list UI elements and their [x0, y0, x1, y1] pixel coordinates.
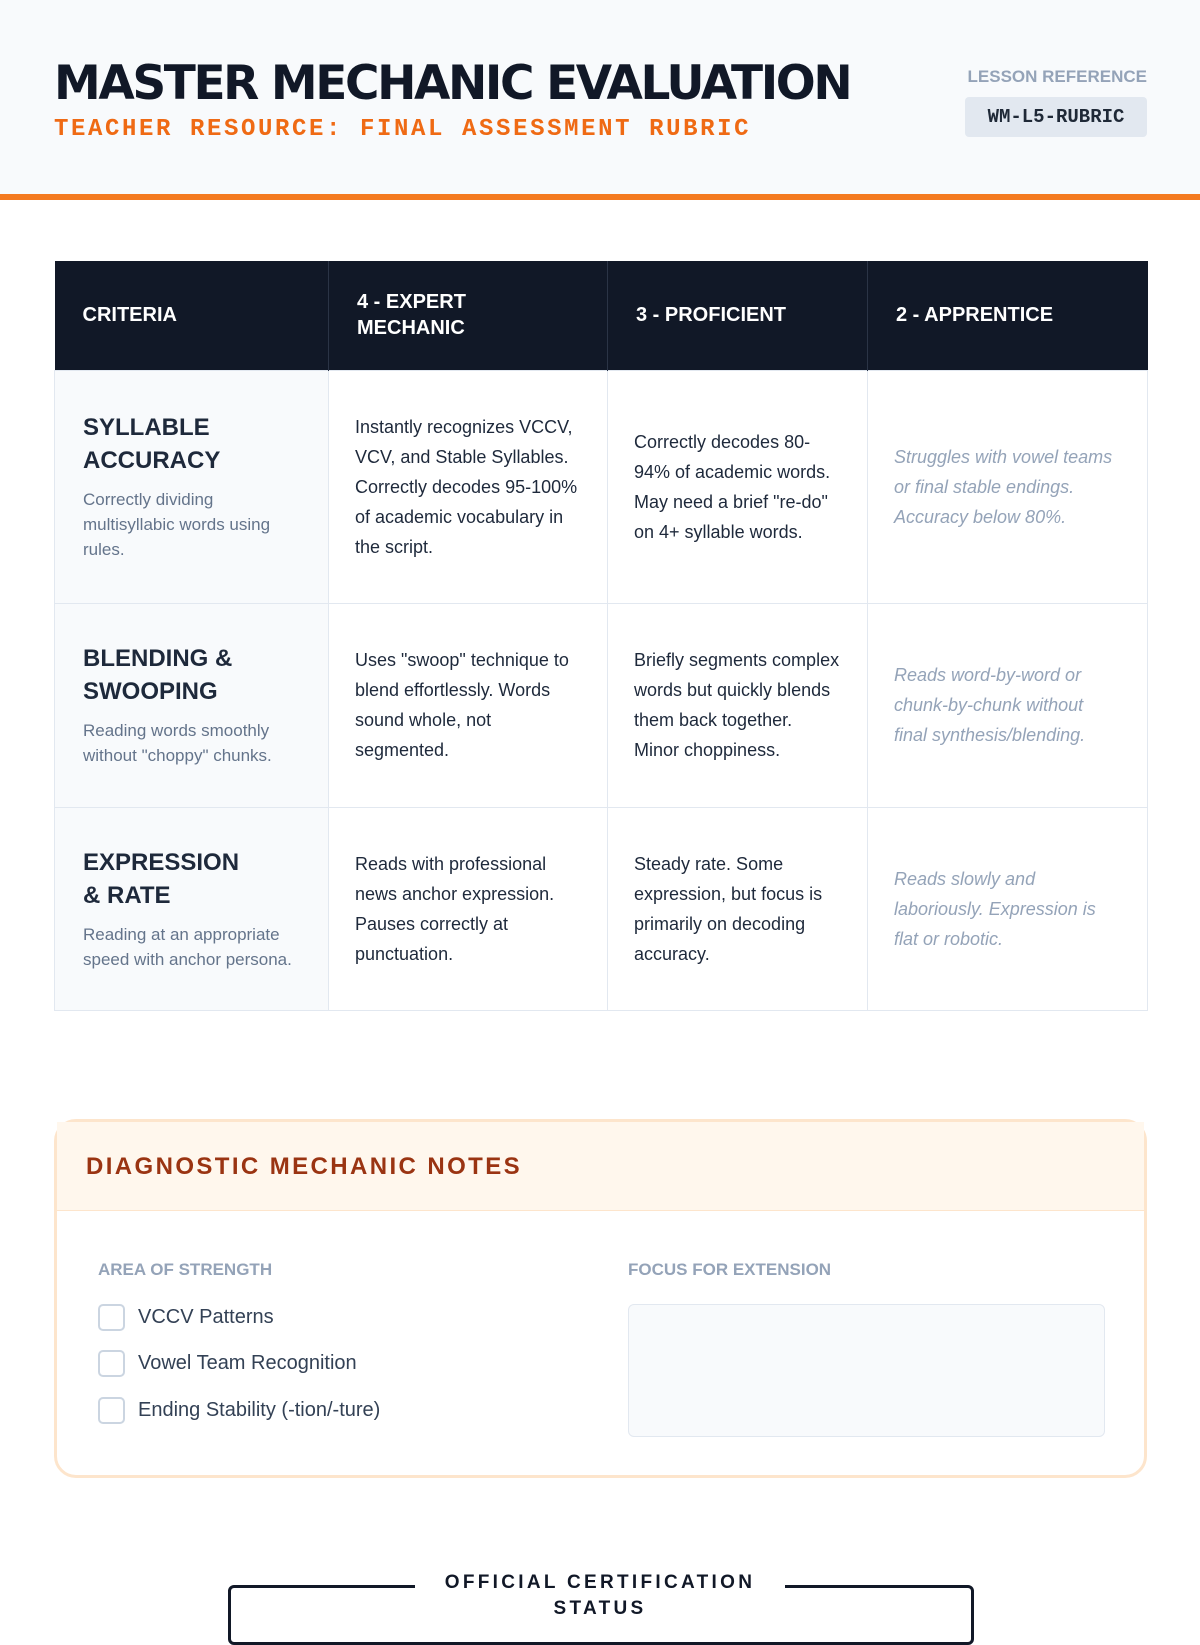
- table-row: [55, 807, 1148, 1010]
- criteria-description: Reading at an appropriate speed with anchor persona.: [83, 924, 292, 969]
- criteria-description: Reading words smoothly without "choppy" chunks.: [83, 721, 272, 765]
- checkbox[interactable]: [98, 1304, 125, 1331]
- apprentice-cell: Struggles with vowel teams or final stable endings. Accuracy below 80%.: [868, 370, 1148, 603]
- column-header-apprentice: 2 - APPRENTICE: [868, 261, 1148, 370]
- focus-for-extension-field[interactable]: [628, 1304, 1105, 1437]
- apprentice-cell: Reads word-by-word or chunk-by-chunk without final synthesis/blending.: [868, 603, 1148, 807]
- notes-header: [57, 1122, 1144, 1211]
- strength-option-ending-stability[interactable]: [98, 1396, 380, 1424]
- diagnostic-notes-card: [54, 1119, 1147, 1478]
- checkbox-label: VCCV Patterns: [138, 1305, 274, 1328]
- criteria-cell: [55, 807, 329, 1010]
- area-of-strength-label: AREA OF STRENGTH: [98, 1260, 273, 1279]
- focus-for-extension-label: FOCUS FOR EXTENSION: [628, 1260, 832, 1279]
- rubric-table: [54, 261, 1148, 1011]
- notes-title: DIAGNOSTIC MECHANIC NOTES: [86, 1153, 523, 1180]
- checkbox[interactable]: [98, 1350, 125, 1377]
- page-header: [0, 0, 1200, 200]
- checkbox[interactable]: [98, 1397, 125, 1424]
- strength-option-vccv[interactable]: [98, 1303, 274, 1331]
- criteria-title: EXPRESSION & RATE: [83, 848, 240, 909]
- rubric-header-row: [55, 261, 1148, 370]
- criteria-cell: [55, 370, 329, 603]
- column-header-proficient: 3 - PROFICIENT: [608, 261, 868, 370]
- criteria-cell: [55, 603, 329, 807]
- proficient-cell: Correctly decodes 80-94% of academic words. May need a brief "re-do" on 4+ syllable words.: [608, 370, 868, 603]
- certification-title: OFFICIAL CERTIFICATION STATUS: [415, 1570, 785, 1622]
- strength-option-vowel-team[interactable]: [98, 1349, 357, 1377]
- column-header-criteria: CRITERIA: [55, 261, 329, 370]
- lesson-reference-label: LESSON REFERENCE: [967, 67, 1147, 86]
- table-row: [55, 370, 1148, 603]
- criteria-title: SYLLABLE ACCURACY: [83, 414, 221, 474]
- column-header-expert: 4 - EXPERT MECHANIC: [329, 261, 608, 370]
- proficient-cell: Steady rate. Some expression, but focus is primarily on decoding accuracy.: [608, 807, 868, 1010]
- expert-cell: Uses "swoop" technique to blend effortlessly. Words sound whole, not segmented.: [329, 603, 608, 807]
- criteria-title: BLENDING & SWOOPING: [83, 645, 233, 705]
- lesson-reference-code: WM-L5-RUBRIC: [965, 97, 1147, 137]
- expert-cell: Reads with professional news anchor expression. Pauses correctly at punctuation.: [329, 807, 608, 1010]
- page-title: MASTER MECHANIC EVALUATION: [54, 56, 851, 111]
- page-subtitle: TEACHER RESOURCE: FINAL ASSESSMENT RUBRIC: [54, 116, 752, 143]
- criteria-description: Correctly dividing multisyllabic words using rules.: [83, 490, 271, 559]
- expert-cell: Instantly recognizes VCCV, VCV, and Stable Syllables. Correctly decodes 95-100% of academic vocabulary in the script.: [329, 370, 608, 603]
- checkbox-label: Ending Stability (-tion/-ture): [138, 1398, 381, 1421]
- checkbox-label: Vowel Team Recognition: [138, 1351, 357, 1374]
- apprentice-cell: Reads slowly and laboriously. Expression is flat or robotic.: [868, 807, 1148, 1010]
- table-row: [55, 603, 1148, 807]
- proficient-cell: Briefly segments complex words but quickly blends them back together. Minor choppiness.: [608, 603, 868, 807]
